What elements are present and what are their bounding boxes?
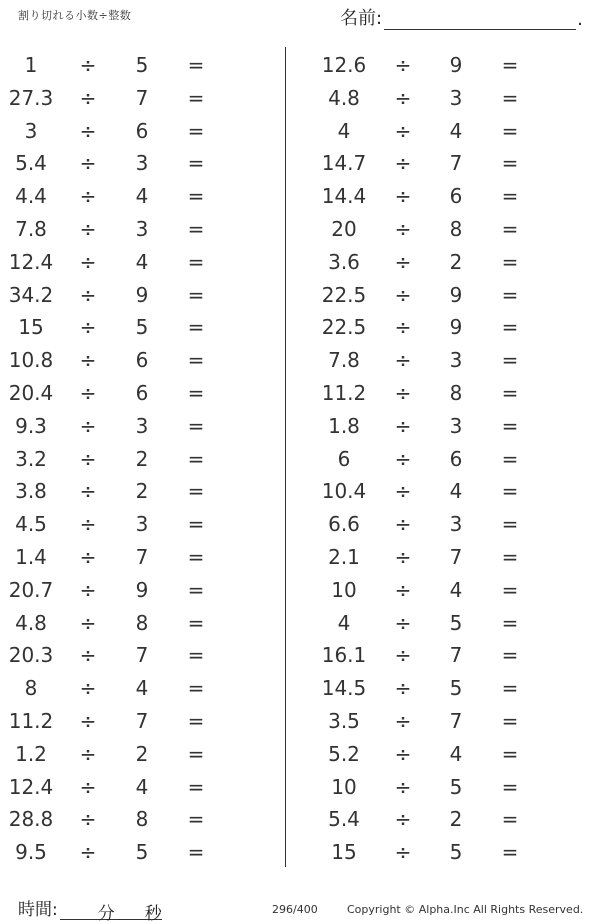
problem-row [0, 540, 285, 573]
problem-row [285, 606, 570, 639]
dividend: 10.4 [321, 479, 367, 504]
problem-row [285, 540, 570, 573]
problem-row [285, 114, 570, 147]
divisor: 5 [449, 676, 463, 701]
divisor: 3 [449, 512, 463, 537]
divide-sign: ÷ [394, 282, 412, 307]
divide-sign: ÷ [79, 381, 97, 405]
problem-row [0, 146, 285, 179]
divisor: 8 [449, 381, 463, 405]
divisor: 6 [135, 348, 149, 373]
equals-sign: = [187, 709, 205, 733]
divide-sign: ÷ [394, 741, 412, 766]
problem-row [0, 343, 285, 376]
divide-sign: ÷ [394, 807, 412, 832]
equals-sign: = [501, 184, 519, 209]
dividend: 20.3 [8, 643, 54, 668]
equals-sign: = [501, 217, 519, 241]
divisor: 7 [449, 643, 463, 668]
problem-row [0, 278, 285, 311]
divide-sign: ÷ [394, 709, 412, 733]
divisor: 6 [449, 184, 463, 209]
dividend: 4.4 [15, 184, 47, 209]
minutes-unit: 分 [98, 899, 115, 920]
problem-row [0, 704, 285, 737]
equals-sign: = [187, 577, 205, 602]
dividend: 12.4 [8, 774, 54, 799]
divide-sign: ÷ [79, 118, 97, 143]
divisor: 8 [135, 610, 149, 635]
divide-sign: ÷ [79, 610, 97, 635]
dividend: 3.6 [328, 249, 360, 274]
equals-sign: = [501, 249, 519, 274]
problem-row [285, 343, 570, 376]
divide-sign: ÷ [79, 184, 97, 209]
equals-sign: = [501, 807, 519, 832]
dividend: 16.1 [321, 643, 367, 668]
equals-sign: = [187, 643, 205, 668]
problem-row [0, 179, 285, 212]
equals-sign: = [501, 446, 519, 471]
dividend: 7.8 [328, 348, 360, 373]
problem-row [285, 737, 570, 770]
problem-row [285, 212, 570, 245]
divisor: 4 [449, 577, 463, 602]
divisor: 3 [135, 151, 149, 176]
divisor: 4 [135, 676, 149, 701]
dividend: 15 [331, 840, 357, 865]
divisor: 4 [135, 774, 149, 799]
problem-row [285, 835, 570, 868]
problem-row [0, 474, 285, 507]
dividend: 20.7 [8, 577, 54, 602]
divide-sign: ÷ [79, 545, 97, 569]
divide-sign: ÷ [394, 545, 412, 569]
dividend: 9.5 [15, 840, 47, 865]
problem-row [0, 638, 285, 671]
dividend: 3.5 [328, 709, 360, 733]
divide-sign: ÷ [394, 249, 412, 274]
equals-sign: = [187, 774, 205, 799]
worksheet-title: 割り切れる小数÷整数 [18, 9, 132, 22]
equals-sign: = [187, 446, 205, 471]
time-field [18, 895, 162, 924]
time-label: 時間: [18, 900, 58, 920]
equals-sign: = [187, 676, 205, 701]
divide-sign: ÷ [79, 840, 97, 865]
divide-sign: ÷ [394, 610, 412, 635]
copyright-notice: Copyright © Alpha.Inc All Rights Reserved. [347, 903, 584, 916]
divide-sign: ÷ [79, 512, 97, 537]
divide-sign: ÷ [79, 807, 97, 832]
equals-sign: = [187, 545, 205, 569]
divisor: 5 [449, 610, 463, 635]
equals-sign: = [187, 413, 205, 438]
divisor: 5 [449, 840, 463, 865]
dividend: 20 [331, 217, 357, 241]
equals-sign: = [187, 381, 205, 405]
divide-sign: ÷ [79, 643, 97, 668]
divisor: 3 [135, 217, 149, 241]
dividend: 9.3 [15, 413, 47, 438]
equals-sign: = [187, 217, 205, 241]
page-number: 296/400 [272, 903, 318, 916]
divisor: 7 [135, 85, 149, 110]
dividend: 11.2 [8, 709, 54, 733]
divisor: 9 [135, 577, 149, 602]
equals-sign: = [501, 53, 519, 77]
problem-row [285, 770, 570, 803]
problem-row [285, 442, 570, 475]
dividend: 10 [331, 774, 357, 799]
equals-sign: = [187, 479, 205, 504]
dividend: 4.8 [328, 85, 360, 110]
divide-sign: ÷ [79, 709, 97, 733]
dividend: 10.8 [8, 348, 54, 373]
problem-row [285, 310, 570, 343]
dividend: 1.8 [328, 413, 360, 438]
name-line-end: . [577, 9, 583, 30]
divide-sign: ÷ [394, 840, 412, 865]
minutes-blank [60, 899, 98, 920]
dividend: 10 [331, 577, 357, 602]
equals-sign: = [501, 85, 519, 110]
dividend: 34.2 [8, 282, 54, 307]
divisor: 4 [449, 479, 463, 504]
divide-sign: ÷ [394, 85, 412, 110]
divide-sign: ÷ [79, 217, 97, 241]
name-label: 名前: [340, 8, 383, 29]
equals-sign: = [501, 315, 519, 340]
divisor: 7 [449, 709, 463, 733]
dividend: 5.2 [328, 741, 360, 766]
problem-row [285, 671, 570, 704]
divisor: 5 [135, 53, 149, 77]
problem-row [285, 474, 570, 507]
divide-sign: ÷ [394, 184, 412, 209]
equals-sign: = [501, 512, 519, 537]
dividend: 15 [18, 315, 44, 340]
divide-sign: ÷ [79, 151, 97, 176]
divisor: 5 [449, 774, 463, 799]
divide-sign: ÷ [394, 315, 412, 340]
divisor: 9 [449, 315, 463, 340]
divide-sign: ÷ [79, 479, 97, 504]
divisor: 5 [135, 840, 149, 865]
divisor: 3 [135, 413, 149, 438]
divisor: 2 [449, 807, 463, 832]
divide-sign: ÷ [79, 676, 97, 701]
equals-sign: = [501, 381, 519, 405]
divide-sign: ÷ [394, 479, 412, 504]
problem-row [0, 606, 285, 639]
divisor: 3 [449, 348, 463, 373]
equals-sign: = [187, 151, 205, 176]
dividend: 11.2 [321, 381, 367, 405]
dividend: 20.4 [8, 381, 54, 405]
problem-row [0, 507, 285, 540]
equals-sign: = [187, 184, 205, 209]
equals-sign: = [187, 85, 205, 110]
problem-row [0, 409, 285, 442]
equals-sign: = [187, 610, 205, 635]
equals-sign: = [187, 348, 205, 373]
divide-sign: ÷ [394, 577, 412, 602]
divisor: 6 [449, 446, 463, 471]
dividend: 1 [24, 53, 38, 77]
problem-row [285, 802, 570, 835]
divisor: 7 [449, 545, 463, 569]
dividend: 12.4 [8, 249, 54, 274]
divisor: 8 [449, 217, 463, 241]
dividend: 4.5 [15, 512, 47, 537]
divisor: 2 [135, 741, 149, 766]
seconds-unit: 秒 [145, 899, 162, 920]
problem-row [0, 770, 285, 803]
dividend: 22.5 [321, 282, 367, 307]
divide-sign: ÷ [79, 446, 97, 471]
divide-sign: ÷ [394, 774, 412, 799]
equals-sign: = [501, 348, 519, 373]
problem-row [285, 245, 570, 278]
divide-sign: ÷ [79, 249, 97, 274]
dividend: 22.5 [321, 315, 367, 340]
problem-row [285, 48, 570, 81]
dividend: 5.4 [328, 807, 360, 832]
divisor: 9 [449, 282, 463, 307]
problem-row [0, 671, 285, 704]
equals-sign: = [187, 118, 205, 143]
divide-sign: ÷ [394, 151, 412, 176]
equals-sign: = [501, 741, 519, 766]
problem-row [285, 638, 570, 671]
dividend: 3.8 [15, 479, 47, 504]
divide-sign: ÷ [79, 741, 97, 766]
dividend: 3.2 [15, 446, 47, 471]
equals-sign: = [187, 282, 205, 307]
equals-sign: = [501, 118, 519, 143]
divisor: 4 [135, 249, 149, 274]
dividend: 28.8 [8, 807, 54, 832]
problem-row [285, 179, 570, 212]
equals-sign: = [501, 840, 519, 865]
equals-sign: = [501, 413, 519, 438]
dividend: 3 [24, 118, 38, 143]
dividend: 6 [337, 446, 351, 471]
equals-sign: = [501, 610, 519, 635]
divide-sign: ÷ [394, 217, 412, 241]
divide-sign: ÷ [79, 774, 97, 799]
dividend: 14.4 [321, 184, 367, 209]
problem-row [285, 146, 570, 179]
equals-sign: = [187, 53, 205, 77]
problem-row [0, 376, 285, 409]
dividend: 12.6 [321, 53, 367, 77]
problem-row [285, 507, 570, 540]
problem-row [0, 442, 285, 475]
divide-sign: ÷ [394, 643, 412, 668]
equals-sign: = [187, 249, 205, 274]
divisor: 4 [449, 118, 463, 143]
problem-row [285, 573, 570, 606]
divisor: 5 [135, 315, 149, 340]
problem-row [285, 409, 570, 442]
problem-row [0, 802, 285, 835]
divisor: 2 [449, 249, 463, 274]
divide-sign: ÷ [394, 413, 412, 438]
divisor: 6 [135, 381, 149, 405]
divide-sign: ÷ [394, 512, 412, 537]
divide-sign: ÷ [79, 413, 97, 438]
dividend: 14.5 [321, 676, 367, 701]
name-blank-line [384, 7, 576, 30]
equals-sign: = [501, 643, 519, 668]
dividend: 8 [24, 676, 38, 701]
divide-sign: ÷ [394, 348, 412, 373]
dividend: 4.8 [15, 610, 47, 635]
divisor: 7 [135, 545, 149, 569]
problem-row [285, 704, 570, 737]
divide-sign: ÷ [394, 676, 412, 701]
divisor: 4 [449, 741, 463, 766]
problem-row [285, 81, 570, 114]
equals-sign: = [187, 807, 205, 832]
equals-sign: = [187, 315, 205, 340]
equals-sign: = [501, 479, 519, 504]
divisor: 9 [449, 53, 463, 77]
divisor: 7 [135, 709, 149, 733]
divisor: 3 [449, 413, 463, 438]
divisor: 2 [135, 446, 149, 471]
divisor: 3 [135, 512, 149, 537]
problem-row [0, 212, 285, 245]
problem-row [0, 114, 285, 147]
problem-row [0, 737, 285, 770]
divisor: 6 [135, 118, 149, 143]
equals-sign: = [187, 512, 205, 537]
equals-sign: = [501, 577, 519, 602]
dividend: 14.7 [321, 151, 367, 176]
equals-sign: = [501, 151, 519, 176]
divide-sign: ÷ [394, 381, 412, 405]
dividend: 7.8 [15, 217, 47, 241]
problem-row [285, 376, 570, 409]
problem-row [0, 48, 285, 81]
problem-row [285, 278, 570, 311]
dividend: 4 [337, 118, 351, 143]
dividend: 5.4 [15, 151, 47, 176]
divisor: 9 [135, 282, 149, 307]
divisor: 3 [449, 85, 463, 110]
divide-sign: ÷ [394, 53, 412, 77]
seconds-blank [115, 899, 145, 920]
equals-sign: = [501, 676, 519, 701]
divide-sign: ÷ [79, 282, 97, 307]
problem-row [0, 81, 285, 114]
divisor: 2 [135, 479, 149, 504]
equals-sign: = [187, 741, 205, 766]
problem-row [0, 573, 285, 606]
dividend: 2.1 [328, 545, 360, 569]
divide-sign: ÷ [394, 118, 412, 143]
equals-sign: = [501, 774, 519, 799]
problem-row [0, 245, 285, 278]
divisor: 7 [135, 643, 149, 668]
divisor: 7 [449, 151, 463, 176]
divide-sign: ÷ [79, 85, 97, 110]
problem-row [0, 835, 285, 868]
equals-sign: = [501, 282, 519, 307]
dividend: 1.2 [15, 741, 47, 766]
equals-sign: = [187, 840, 205, 865]
divisor: 8 [135, 807, 149, 832]
dividend: 1.4 [15, 545, 47, 569]
divide-sign: ÷ [79, 348, 97, 373]
dividend: 6.6 [328, 512, 360, 537]
name-field-area [340, 4, 583, 30]
equals-sign: = [501, 709, 519, 733]
divide-sign: ÷ [79, 577, 97, 602]
divide-sign: ÷ [79, 315, 97, 340]
problem-row [0, 310, 285, 343]
equals-sign: = [501, 545, 519, 569]
dividend: 4 [337, 610, 351, 635]
dividend: 27.3 [8, 85, 54, 110]
divisor: 4 [135, 184, 149, 209]
divide-sign: ÷ [79, 53, 97, 77]
divide-sign: ÷ [394, 446, 412, 471]
